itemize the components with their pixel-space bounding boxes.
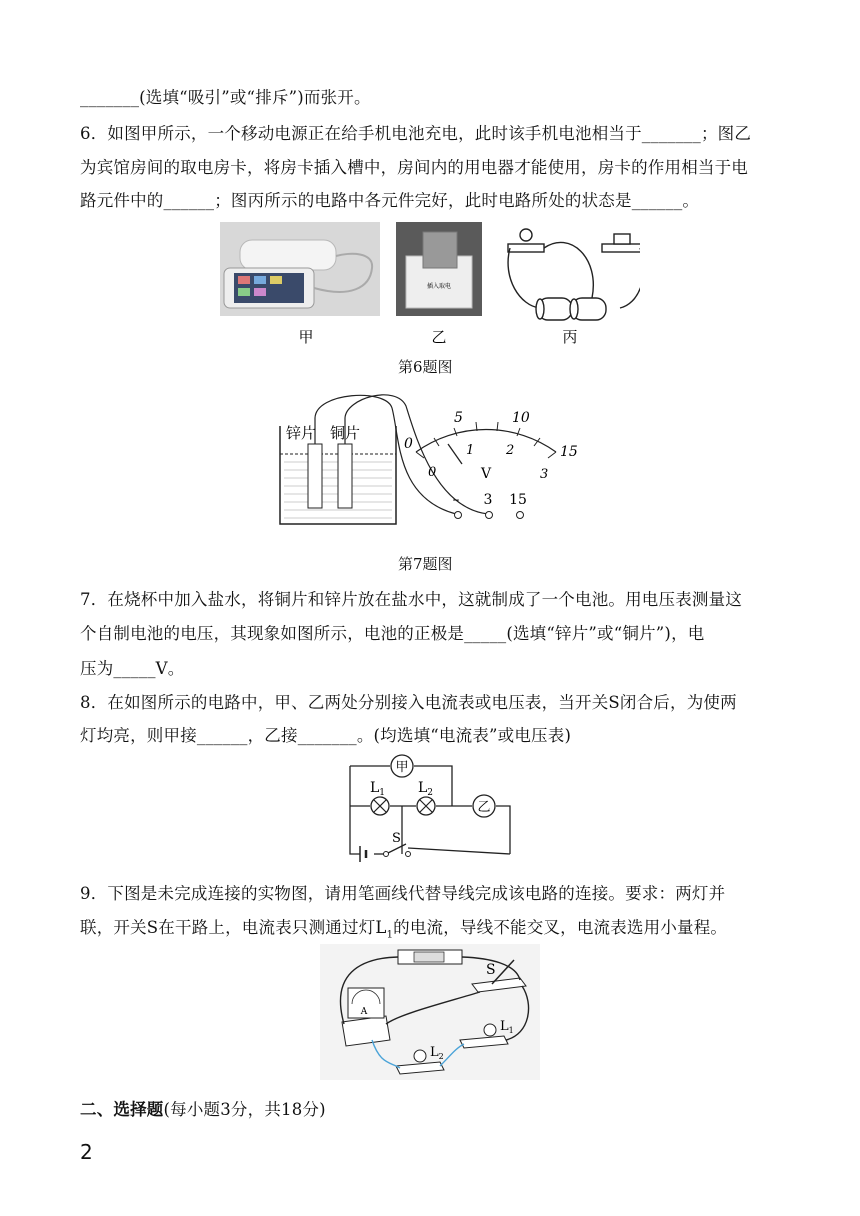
q7-line-3: 压为_____V。 <box>80 659 185 678</box>
q6-line-1: 6．如图甲所示，一个移动电源正在给手机电池充电，此时该手机电池相当于_______；图乙 <box>80 124 752 143</box>
fig7-top-0: 0 <box>404 436 413 452</box>
fig7-pointer <box>448 444 462 464</box>
fig6-label-bing: 丙 <box>562 328 578 346</box>
fig8-lamp-1 <box>371 797 389 815</box>
fig8-switch-label: S <box>392 831 401 846</box>
fig7-top-10: 10 <box>512 410 530 426</box>
fig9-lamp1-label: $L_1$ <box>500 1019 514 1035</box>
fig8-battery <box>360 846 366 862</box>
q7-line-1: 7．在烧杯中加入盐水，将铜片和锌片放在盐水中，这就制成了一个电池。用电压表测量这 <box>80 590 742 609</box>
q5-tail-line: _______(选填“吸引”或“排斥”)而张开。 <box>80 88 371 107</box>
figure-7 <box>276 388 586 536</box>
q6-line-3: 路元件中的______；图丙所示的电路中各元件完好，此时电路所处的状态是______。 <box>80 191 700 210</box>
q8-line-1: 8．在如图所示的电路中，甲、乙两处分别接入电流表或电压表，当开关S闭合后，为使两 <box>80 693 737 712</box>
fig9-meter-label: A <box>360 1007 368 1017</box>
q8-line-2: 灯均亮，则甲接______，乙接_______。(均选填“电流表”或电压表) <box>80 726 572 745</box>
q9-line-2: 联，开关S在干路上，电流表只测通过灯$L_1$的电流，导线不能交叉，电流表选用小量程。 <box>80 918 728 941</box>
fig7-terminal-15: 15 <box>509 492 527 508</box>
figure-6 <box>220 218 640 348</box>
fig6-bing-circuit <box>508 229 640 320</box>
fig6-jia-photo <box>220 222 380 316</box>
figure-9 <box>320 944 540 1080</box>
fig7-terminal-neg: – <box>452 492 460 508</box>
fig7-unit: V <box>480 466 492 482</box>
fig7-bottom-3: 3 <box>540 467 549 482</box>
fig6-yi-photo <box>396 222 482 316</box>
fig7-caption: 第7题图 <box>398 555 453 573</box>
fig8-lamp1-label: $L_1$ <box>370 780 386 798</box>
fig6-caption: 第6题图 <box>398 358 453 376</box>
fig6-label-jia: 甲 <box>298 328 314 346</box>
fig9-battery <box>398 950 462 964</box>
section-2-heading: 二、选择题(每小题3分，共18分) <box>80 1100 326 1119</box>
q7-line-2: 个自制电池的电压，其现象如图所示，电池的正极是_____(选填“锌片”或“铜片”)，电 <box>80 624 705 643</box>
q9-line-1: 9．下图是未完成连接的实物图，请用笔画线代替导线完成该电路的连接。要求：两灯并 <box>80 884 726 903</box>
fig7-terminal-3: 3 <box>483 492 493 508</box>
page-number: 2 <box>80 1140 93 1164</box>
fig9-lamp2-label: $L_2$ <box>430 1045 444 1061</box>
fig6-card-text: 插入取电 <box>426 283 452 290</box>
fig6-label-yi: 乙 <box>431 328 447 346</box>
fig7-copper-plate <box>338 444 352 508</box>
fig7-top-5: 5 <box>454 410 463 426</box>
fig7-bottom-1: 1 <box>466 443 475 458</box>
fig7-bottom-0: 0 <box>428 465 437 480</box>
fig9-ammeter <box>342 988 390 1046</box>
fig7-zinc-label: 锌片 <box>286 424 317 442</box>
figure-8 <box>340 752 520 864</box>
fig8-lamp2-label: $L_2$ <box>418 780 434 798</box>
fig8-lamp-2 <box>417 797 435 815</box>
q6-line-2: 为宾馆房间的取电房卡，将房卡插入槽中，房间内的用电器才能使用，房卡的作用相当于电 <box>80 158 748 177</box>
fig7-bottom-2: 2 <box>506 443 515 458</box>
fig7-zinc-plate <box>308 444 322 508</box>
fig7-copper-label: 铜片 <box>330 424 361 442</box>
fig9-switch-label: S <box>486 962 496 978</box>
fig7-top-15: 15 <box>560 444 578 460</box>
fig8-meter-jia-label: 甲 <box>395 760 409 775</box>
fig8-meter-yi-label: 乙 <box>477 800 491 815</box>
